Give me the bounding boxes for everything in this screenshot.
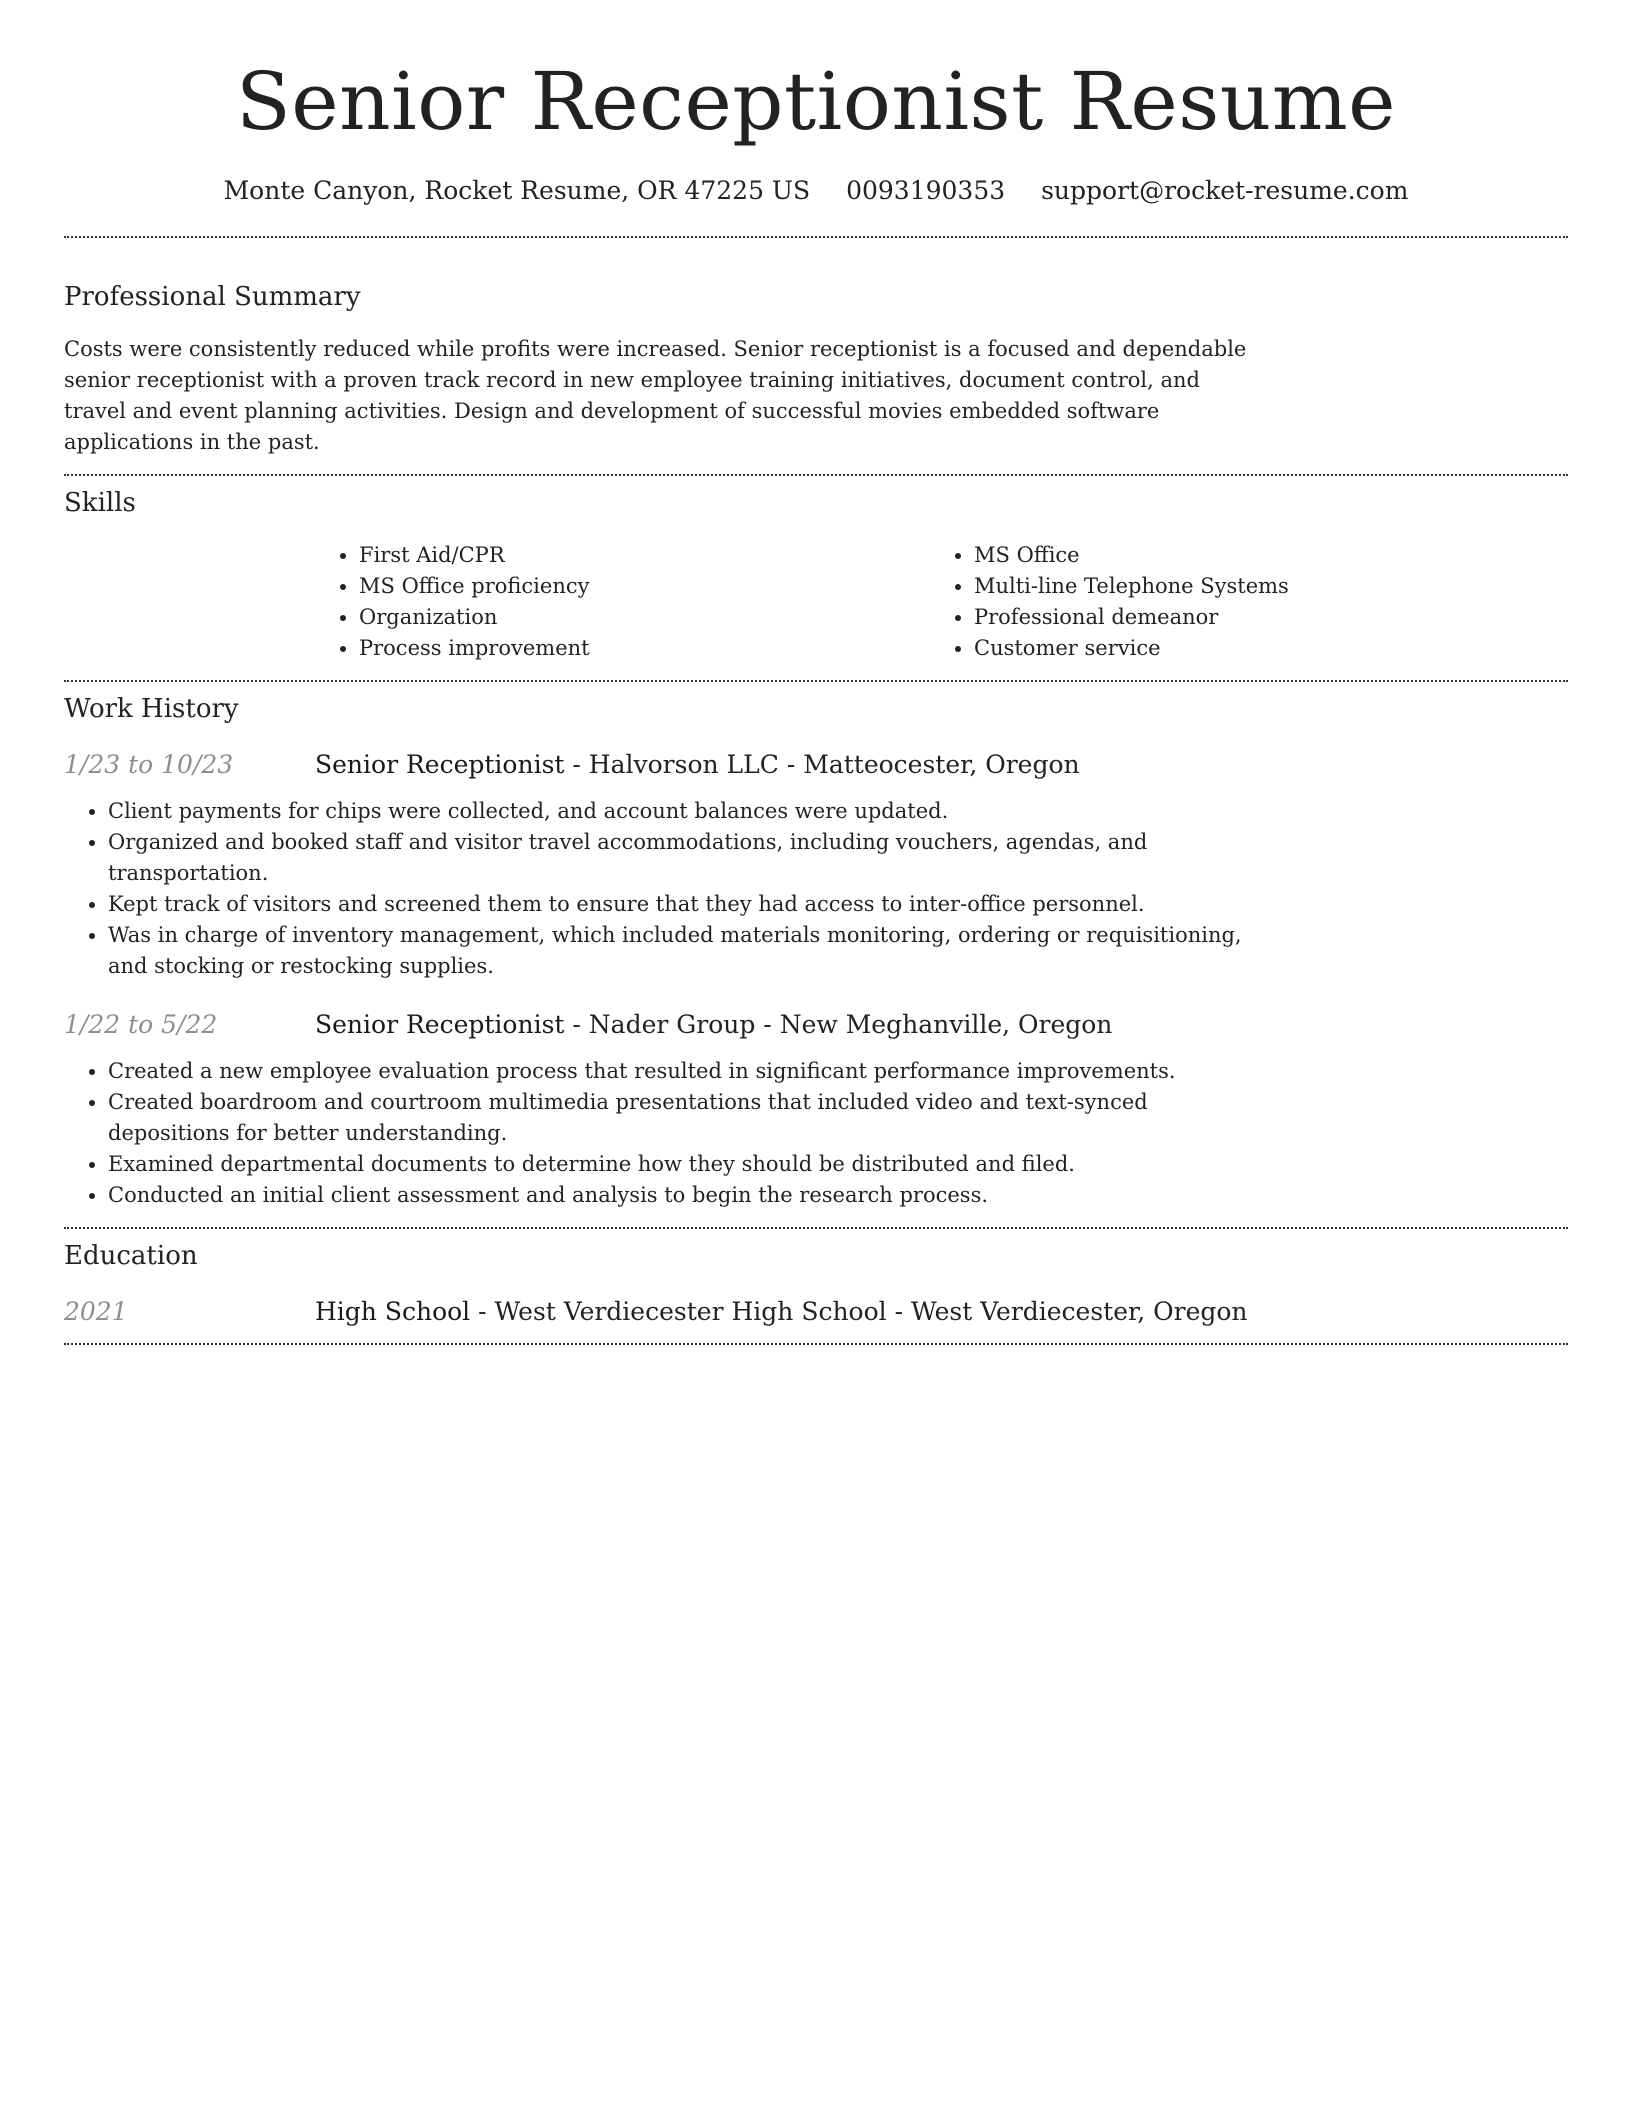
skill-item: • Customer service [974,633,1545,664]
contact-line [64,174,1568,208]
job-bullet: • Was in charge of inventory management, which included materials monitoring, ordering or requisitioning, and stocking or restocking supplies. [108,920,1274,982]
contact-email: support@rocket-resume.com [1041,176,1409,205]
job-header-row [64,748,1568,782]
skill-item: • Organization [359,602,930,633]
education-section [64,1229,1568,1329]
job-entry [64,1008,1568,1211]
summary-heading: Professional Summary [64,282,361,312]
skill-item: • Process improvement [359,633,930,664]
skill-item: • MS Office proficiency [359,571,930,602]
job-dates: 1/22 to 5/22 [64,1010,218,1039]
job-bullet: • Client payments for chips were collected, and account balances were updated. [108,796,1274,827]
contact-phone: 0093190353 [846,176,1006,205]
skill-item: • MS Office [974,540,1545,571]
job-employer: - Nader Group - New Meghanville, Oregon [564,1010,1113,1039]
job-role: Senior Receptionist [315,750,565,779]
job-employer: - Halvorson LLC - Matteocester, Oregon [564,750,1080,779]
skill-item: • First Aid/CPR [359,540,930,571]
job-title [315,748,1080,782]
job-bullet: • Kept track of visitors and screened them to ensure that they had access to inter-office personnel. [108,889,1274,920]
job-bullet: • Created boardroom and courtroom multimedia presentations that included video and text-synced depositions for better understanding. [108,1087,1274,1149]
skill-item: • Professional demeanor [974,602,1545,633]
education-title [315,1295,1248,1329]
education-date: 2021 [64,1297,128,1326]
education-heading: Education [64,1241,198,1271]
job-bullets [64,1056,1274,1211]
skills-list [315,540,1568,664]
job-bullet: • Examined departmental documents to determine how they should be distributed and filed. [108,1149,1274,1180]
job-bullet: • Conducted an initial client assessment and analysis to begin the research process. [108,1180,1274,1211]
job-bullet: • Created a new employee evaluation process that resulted in significant performance improvements. [108,1056,1274,1087]
summary-text: Costs were consistently reduced while profits were increased. Senior receptionist is a focused and dependable senior receptionist with a proven track record in new employee training initiatives, document control, and travel and event planning activities. Design and development of successful movies embedded software applications in the past. [64,337,1247,454]
skill-item: • Multi-line Telephone Systems [974,571,1545,602]
job-role: Senior Receptionist [315,1010,565,1039]
skills-section [64,476,1568,664]
contact-address: Monte Canyon, Rocket Resume, OR 47225 US [223,176,811,205]
education-row [64,1295,1568,1329]
resume-page [64,0,1568,1345]
work-section [64,682,1568,1211]
summary-section [64,238,1568,458]
job-bullets [64,796,1274,982]
work-heading: Work History [64,694,239,724]
education-degree: High School [315,1297,471,1326]
job-title [315,1008,1112,1042]
resume-title: Senior Receptionist Resume [235,55,1397,148]
divider [64,1343,1568,1345]
skills-heading: Skills [64,488,136,518]
education-school: - West Verdiecester High School - West Verdiecester, Oregon [470,1297,1248,1326]
job-bullet: • Organized and booked staff and visitor travel accommodations, including vouchers, agendas, and transportation. [108,827,1274,889]
job-dates: 1/23 to 10/23 [64,750,234,779]
job-header-row [64,1008,1568,1042]
skills-column-left [315,540,930,664]
skills-column-right [930,540,1545,664]
job-entry [64,748,1568,982]
